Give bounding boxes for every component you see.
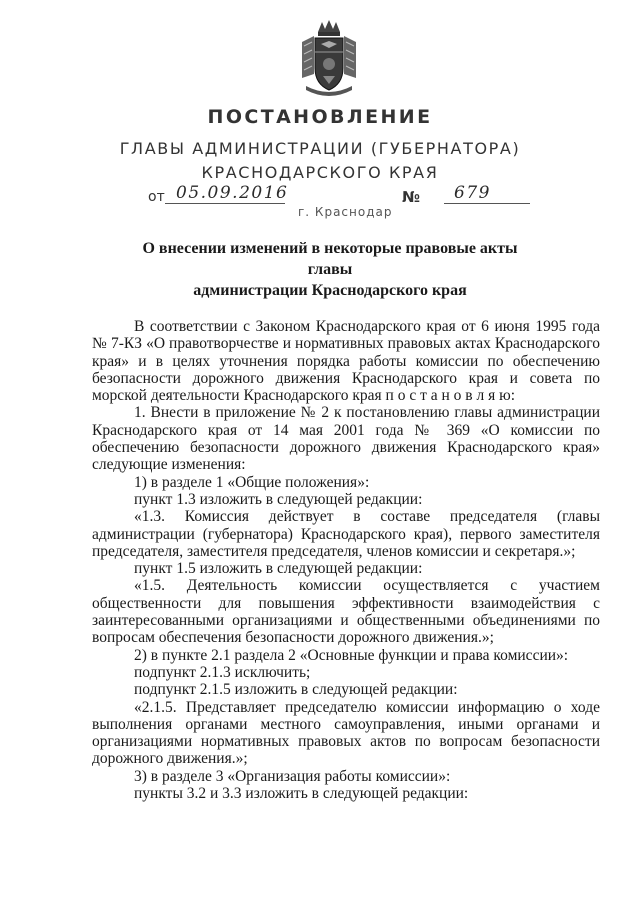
document-date: 05.09.2016: [176, 183, 289, 203]
number-underline: [444, 203, 530, 204]
date-from-label: от: [148, 189, 165, 205]
issuing-authority-line: ГЛАВЫ АДМИНИСТРАЦИИ (ГУБЕРНАТОРА): [119, 139, 521, 158]
subject-title-line-1: О внесении изменений в некоторые правовые акты главы: [142, 240, 518, 278]
number-label: №: [402, 188, 421, 206]
body-paragraph: «1.5. Деятельность комиссии осуществляется с участием общественности для повышения эффективности взаимодействия с заинтересованными организациями и общественными объединениями по вопросам обеспечения безопасности дорожного движения.»;: [92, 577, 600, 647]
body-paragraph: 3) в разделе 3 «Организация работы комиссии»:: [134, 767, 451, 785]
document-number: 679: [454, 183, 491, 203]
body-paragraph: В соответствии с Законом Краснодарского края от 6 июня 1995 года № 7-КЗ «О правотворчестве и нормативных правовых актах Краснодарского края» и в целях уточнения порядка работы комиссии по обеспечению безопасности дорожного движения Краснодарского края и совета по морской деятельности Краснодарского края п о с т а н о в л я ю:: [92, 318, 600, 405]
body-paragraph: «1.3. Комиссия действует в составе председателя (главы администрации (губернатора) Краснодарского края), первого заместителя председателя, заместителя председателя, членов комиссии и секретаря.»;: [92, 508, 600, 560]
body-paragraph: «2.1.5. Представляет председателю комиссии информацию о ходе выполнения органами местного самоуправления, иными органами и организациями нормативных правовых актов по вопросам безопасности дорожного движения.»;: [92, 698, 600, 768]
coat-of-arms-icon: [296, 18, 362, 98]
body-paragraph: подпункт 2.1.3 исключить;: [134, 663, 311, 681]
document-type-title: ПОСТАНОВЛЕНИЕ: [207, 106, 433, 128]
document-body: [92, 318, 600, 802]
date-underline: [165, 203, 285, 204]
body-paragraph: пункт 1.3 изложить в следующей редакции:: [134, 490, 423, 508]
body-paragraph: пункты 3.2 и 3.3 изложить в следующей редакции:: [134, 785, 469, 803]
subject-title-line-2: администрации Краснодарского края: [193, 282, 467, 299]
body-paragraph: пункт 1.5 изложить в следующей редакции:: [134, 560, 423, 578]
body-paragraph: 1) в разделе 1 «Общие положения»:: [134, 473, 370, 491]
document-subject-title: [120, 238, 540, 301]
body-paragraph: 1. Внести в приложение № 2 к постановлению главы администрации Краснодарского края от 14 мая 2001 года № 369 «О комиссии по обеспечению безопасности дорожного движения Краснодарского края» следующие изменения:: [92, 404, 600, 474]
body-paragraph: подпункт 2.1.5 изложить в следующей редакции:: [134, 681, 458, 699]
body-paragraph: 2) в пункте 2.1 раздела 2 «Основные функции и права комиссии»:: [134, 646, 569, 664]
region-line: КРАСНОДАРСКОГО КРАЯ: [201, 163, 439, 182]
city-label: г. Краснодар: [298, 205, 393, 219]
